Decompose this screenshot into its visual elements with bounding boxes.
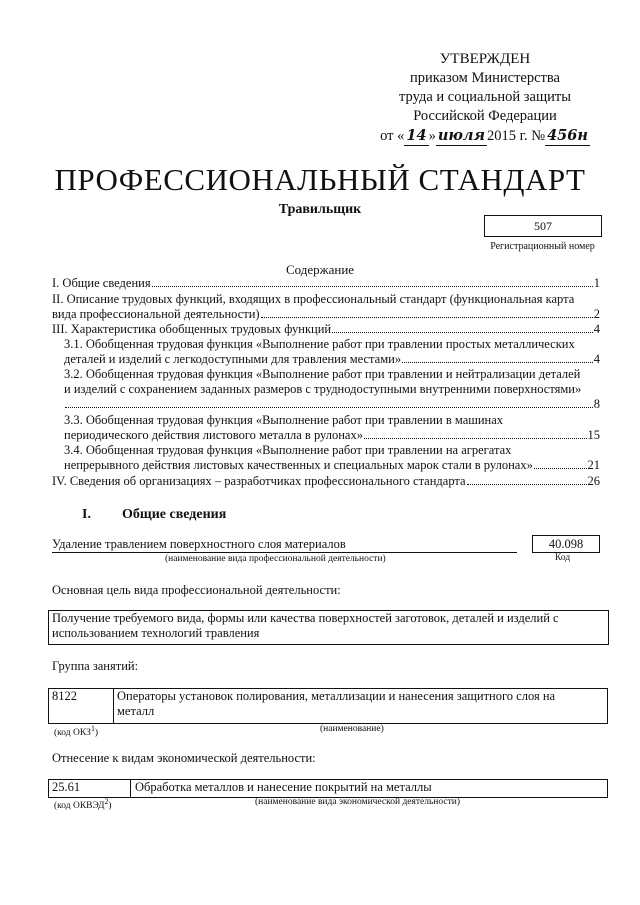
toc-item-text[interactable]: 3.4. Обобщенная трудовая функция «Выполнение работ при травлении на агрегатах (64, 443, 512, 457)
toc-item[interactable] (52, 276, 600, 291)
toc-item-text: периодического действия листового металла в рулонах» (64, 428, 363, 442)
date-year: 2015 г. № (487, 128, 546, 144)
page-subtitle: Травильщик (278, 202, 362, 217)
goal-text: Получение требуемого вида, формы или качества поверхностей заготовок, деталей и изделий с (52, 611, 559, 625)
toc-item[interactable] (64, 397, 600, 412)
okz-code-caption: (код ОКЗ$^1$) (54, 724, 99, 739)
date-prefix: от « (380, 128, 405, 144)
toc-item-text: III. Характеристика обобщенных трудовых функций (52, 322, 332, 336)
toc-item-text[interactable]: 3.3. Обобщенная трудовая функция «Выполнение работ при травлении в машинах (64, 413, 504, 427)
toc-item-page: 26 (587, 474, 600, 488)
handwritten-day: 14 (406, 127, 427, 144)
toc-item-page: 4 (593, 352, 600, 366)
toc-item-text[interactable]: 3.2. Обобщенная трудовая функция «Выполнение работ при травлении и нейтрализации деталей (64, 367, 581, 381)
group-label: Группа занятий: (52, 659, 139, 673)
code-caption: Код (555, 553, 571, 563)
toc-item-page: 1 (593, 276, 600, 290)
handwritten-order-number: 456н (547, 127, 588, 144)
page-title: ПРОФЕССИОНАЛЬНЫЙ СТАНДАРТ (54, 162, 586, 197)
toc-item-text: непрерывного действия листовых качественных и специальных марок стали в рулонах» (64, 458, 533, 472)
approval-date-line (370, 126, 600, 146)
okved-name-caption: (наименование вида экономической деятельности) (255, 797, 460, 807)
toc-item[interactable] (52, 322, 600, 337)
okz-table (48, 688, 608, 724)
toc-item-page: 4 (593, 322, 600, 336)
toc-item-text: вида профессиональной деятельности) (52, 307, 260, 321)
toc-item[interactable] (52, 307, 600, 322)
toc-item[interactable] (64, 458, 600, 473)
okz-code-cell: 8122 (49, 689, 114, 723)
toc-title: Содержание (285, 262, 355, 277)
toc-item-page: 2 (593, 307, 600, 321)
toc-item[interactable] (52, 474, 600, 489)
okved-table (48, 779, 608, 798)
activity-code-box: 40.098 (532, 535, 600, 553)
goal-text: использованием технологий травления (52, 626, 260, 640)
approval-line: Российской Федерации (413, 108, 557, 124)
toc-item[interactable] (64, 352, 600, 367)
approval-title: УТВЕРЖДЕН (439, 51, 531, 67)
okved-name-cell: Обработка металлов и нанесение покрытий на металлы (135, 780, 432, 794)
activity-name-field: Удаление травлением поверхностного слоя материалов (52, 537, 517, 553)
toc-item-text[interactable]: 3.1. Обобщенная трудовая функция «Выполнение работ при травлении простых металлических (64, 337, 575, 351)
toc-item[interactable] (64, 428, 600, 443)
okz-name-cell (117, 689, 603, 719)
date-mid: » (428, 128, 436, 144)
toc-item-text: I. Общие сведения (52, 276, 151, 290)
okz-name-text: металл (117, 704, 155, 718)
registration-number-box: 507 (484, 215, 602, 237)
activity-caption: (наименование вида профессиональной деятельности) (165, 554, 386, 564)
approval-line: приказом Министерства (410, 70, 560, 86)
toc-item-page: 15 (587, 428, 600, 442)
handwritten-month: июля (437, 127, 486, 144)
econ-label: Отнесение к видам экономической деятельности: (52, 751, 316, 765)
okved-code-caption: (код ОКВЭД$^2$) (54, 797, 112, 812)
toc-item-text: IV. Сведения об организациях – разработчиках профессионального стандарта (52, 474, 466, 488)
toc-item-page: 21 (587, 458, 600, 472)
goal-box (48, 610, 609, 645)
toc-item-page: 8 (593, 397, 600, 411)
approval-block (370, 50, 600, 146)
toc-item-text[interactable]: II. Описание трудовых функций, входящих в профессиональный стандарт (функциональная карта (52, 292, 575, 306)
toc-item-text[interactable]: и изделий с сохранением заданных размеров с труднодоступными внутренними поверхностями» (64, 382, 582, 396)
goal-label: Основная цель вида профессиональной деятельности: (52, 583, 341, 597)
section-title: Общие сведения (122, 507, 227, 522)
section-number: I. (82, 507, 91, 522)
section-heading (82, 507, 226, 523)
okz-name-caption: (наименование) (320, 724, 384, 734)
approval-line: труда и социальной защиты (399, 89, 571, 105)
okved-code-cell: 25.61 (49, 780, 131, 797)
toc-item-text: деталей и изделий с легкодоступными для травления местами» (64, 352, 402, 366)
registration-label: Регистрационный номер (490, 241, 595, 252)
okz-name-text: Операторы установок полирования, металлизации и нанесения защитного слоя на (117, 689, 556, 703)
